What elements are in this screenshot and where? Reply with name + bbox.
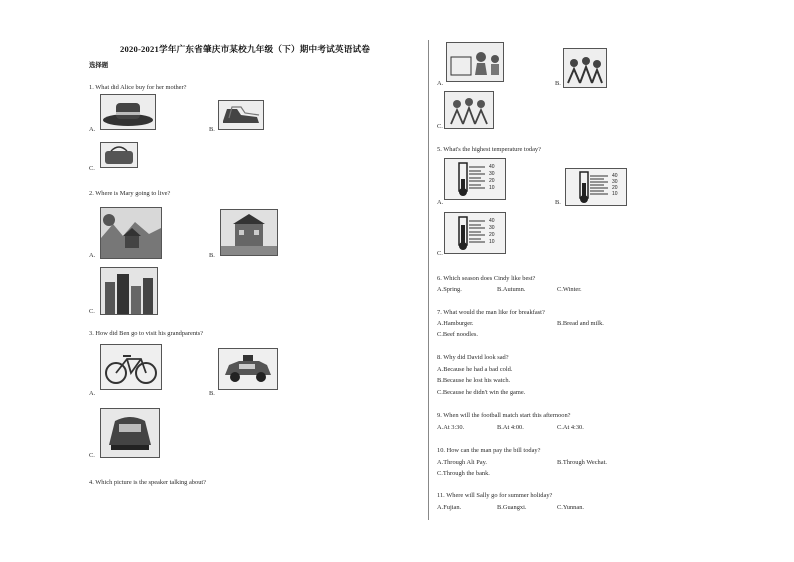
tick-label: 30 bbox=[612, 179, 618, 185]
thermometer-picture-a bbox=[444, 158, 506, 200]
q6-option-c: C.Winter. bbox=[557, 286, 582, 293]
q11-option-a: A.Fujian. bbox=[437, 504, 462, 511]
train-picture bbox=[100, 408, 160, 458]
bicycle-picture bbox=[100, 344, 162, 390]
q7-option-c: C.Beef noodles. bbox=[437, 331, 478, 338]
tick-label: 40 bbox=[489, 218, 495, 224]
tick-label: 40 bbox=[612, 173, 618, 179]
scene-picture-c bbox=[444, 91, 494, 129]
tick-label: 10 bbox=[612, 191, 618, 197]
q9-option-c: C.At 4:30. bbox=[557, 424, 584, 431]
q11-option-b: B.Guangxi. bbox=[497, 504, 527, 511]
question-7: 7. What would the man like for breakfast? bbox=[437, 309, 545, 316]
option-a-label: A. bbox=[437, 199, 444, 206]
option-a-label: A. bbox=[89, 126, 96, 133]
thermometer-picture-c bbox=[444, 212, 506, 254]
question-2: 2. Where is Mary going to live? bbox=[89, 190, 171, 197]
tick-label: 30 bbox=[489, 171, 495, 177]
option-b-label: B. bbox=[209, 252, 215, 259]
q10-option-a: A.Through Ali Pay. bbox=[437, 459, 487, 466]
option-c-label: C. bbox=[437, 250, 443, 257]
question-5: 5. What's the highest temperature today? bbox=[437, 146, 541, 153]
question-1: 1. What did Alice buy for her mother? bbox=[89, 84, 187, 91]
scene-picture-b bbox=[563, 48, 607, 88]
scene-picture-a bbox=[446, 42, 504, 82]
question-10: 10. How can the man pay the bill today? bbox=[437, 447, 541, 454]
hat-picture bbox=[100, 94, 156, 130]
city-buildings-picture bbox=[100, 267, 158, 315]
q6-option-a: A.Spring. bbox=[437, 286, 462, 293]
tick-label: 30 bbox=[489, 225, 495, 231]
shoes-picture bbox=[218, 100, 264, 130]
option-c-label: C. bbox=[437, 123, 443, 130]
q6-option-b: B.Autumn. bbox=[497, 286, 526, 293]
village-picture bbox=[100, 207, 162, 259]
q8-option-b: B.Because he lost his watch. bbox=[437, 377, 511, 384]
q7-option-a: A.Hamburger. bbox=[437, 320, 474, 327]
q10-option-c: C.Through the bank. bbox=[437, 470, 490, 477]
tick-label: 20 bbox=[489, 232, 495, 238]
option-b-label: B. bbox=[209, 390, 215, 397]
question-4: 4. Which picture is the speaker talking about? bbox=[89, 479, 207, 486]
option-a-label: A. bbox=[437, 80, 444, 87]
q9-option-b: B.At 4:00. bbox=[497, 424, 524, 431]
q7-option-b: B.Bread and milk. bbox=[557, 320, 604, 327]
option-c-label: C. bbox=[89, 165, 95, 172]
q8-option-c: C.Because he didn't win the game. bbox=[437, 389, 526, 396]
tick-label: 40 bbox=[489, 164, 495, 170]
taxi-picture bbox=[218, 348, 278, 390]
q11-option-c: C.Yunnan. bbox=[557, 504, 584, 511]
option-b-label: B. bbox=[209, 126, 215, 133]
option-b-label: B. bbox=[555, 199, 561, 206]
option-c-label: C. bbox=[89, 452, 95, 459]
option-a-label: A. bbox=[89, 252, 96, 259]
thermometer-picture-b bbox=[565, 168, 627, 206]
question-3: 3. How did Ben go to visit his grandparents? bbox=[89, 330, 204, 337]
tick-label: 20 bbox=[612, 185, 618, 191]
question-11: 11. Where will Sally go for summer holiday? bbox=[437, 492, 553, 499]
option-b-label: B. bbox=[555, 80, 561, 87]
tick-label: 10 bbox=[489, 239, 495, 245]
question-6: 6. Which season does Cindy like best? bbox=[437, 275, 536, 282]
bag-picture bbox=[100, 142, 138, 168]
page-title: 2020-2021学年广东省肇庆市某校九年级（下）期中考试英语试卷 bbox=[120, 44, 371, 54]
q10-option-b: B.Through Wechat. bbox=[557, 459, 607, 466]
column-divider bbox=[428, 40, 429, 520]
q9-option-a: A.At 3:30. bbox=[437, 424, 465, 431]
q8-option-a: A.Because he had a bad cold. bbox=[437, 366, 513, 373]
question-8: 8. Why did David look sad? bbox=[437, 354, 509, 361]
question-9: 9. When will the football match start this afternoon? bbox=[437, 412, 571, 419]
tick-label: 10 bbox=[489, 185, 495, 191]
option-c-label: C. bbox=[89, 308, 95, 315]
house-picture bbox=[220, 209, 278, 256]
section-heading: 选择题 bbox=[89, 62, 109, 69]
option-a-label: A. bbox=[89, 390, 96, 397]
tick-label: 20 bbox=[489, 178, 495, 184]
